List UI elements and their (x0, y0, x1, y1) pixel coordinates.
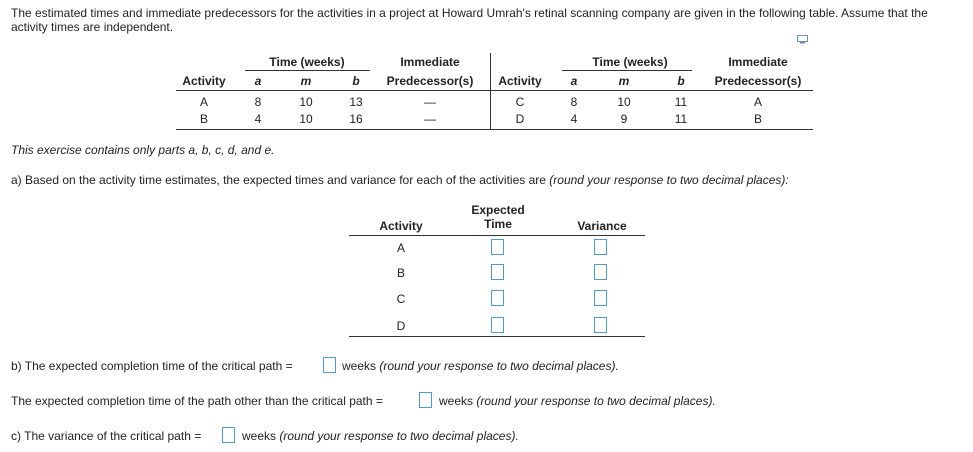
col-b-right: b (677, 74, 685, 88)
col-m-left: m (300, 74, 312, 88)
exercise-note: This exercise contains only parts a, b, c, d, and e. (11, 143, 275, 157)
table-row-cell: 11 (674, 95, 688, 109)
other-path-time-input[interactable] (419, 392, 432, 408)
expected-time-input-b[interactable] (491, 264, 504, 280)
table-row-cell: 16 (349, 112, 363, 126)
col-a-right: a (570, 74, 578, 88)
table-row-cell: 10 (299, 112, 313, 126)
answer-row-activity: A (396, 241, 405, 255)
answer-row-activity: B (396, 266, 405, 280)
answer-col-variance: Variance (577, 219, 627, 233)
part-b-line2 (11, 394, 383, 408)
immediate-header-left: Immediate (400, 55, 460, 69)
table-row-cell: 10 (299, 95, 313, 109)
variance-input-b[interactable] (594, 264, 607, 280)
table-row-cell: A (753, 95, 762, 109)
table-row-cell: 10 (617, 95, 631, 109)
part-c-prefix: c) The variance of the critical path = (11, 429, 202, 443)
part-a-rounding: (round your response to two decimal places): (549, 173, 789, 187)
table-row-cell: 9 (620, 112, 628, 126)
expected-time-input-c[interactable] (491, 290, 504, 306)
col-m-right: m (618, 74, 630, 88)
immediate-header-right: Immediate (728, 55, 788, 69)
part-b-line1-suffix: weeks (round your response to two decimal places). (342, 359, 619, 373)
copy-table-icon[interactable] (797, 35, 808, 44)
time-weeks-header-right: Time (weeks) (592, 55, 668, 69)
table-row-cell: — (424, 112, 436, 126)
table-row-cell: 8 (254, 95, 262, 109)
table-row-cell: C (515, 95, 525, 109)
problem-intro: The estimated times and immediate predecessors for the activities in a project at Howard Umrah's retinal scanning company are given in the following table. Assume that the activity times are independent. (11, 6, 928, 34)
part-b-line2-prefix: The expected completion time of the path other than the critical path = (11, 394, 383, 408)
part-a-prefix: a) Based on the activity time estimates, the expected times and variance for each of the activities are (11, 173, 550, 187)
table-row-cell: 13 (349, 95, 363, 109)
answer-col-expected-line1: Expected (471, 203, 525, 217)
table-row-cell: 4 (570, 112, 578, 126)
part-c-question (11, 429, 201, 443)
time-weeks-header-left: Time (weeks) (269, 55, 345, 69)
part-a-question (11, 173, 789, 187)
critical-path-variance-input[interactable] (222, 427, 235, 443)
part-b-line1 (11, 359, 293, 373)
table-row-cell: B (199, 112, 208, 126)
col-pred-left: Predecessor(s) (386, 74, 474, 88)
table-row-cell: A (199, 95, 208, 109)
answer-col-expected-line2: Time (484, 217, 512, 231)
variance-input-a[interactable] (594, 239, 607, 255)
col-b-left: b (352, 74, 360, 88)
col-a-left: a (254, 74, 262, 88)
col-pred-right: Predecessor(s) (714, 74, 802, 88)
variance-input-d[interactable] (594, 317, 607, 333)
part-b-line2-suffix: weeks (round your response to two decimal places). (439, 394, 716, 408)
table-row-cell: B (753, 112, 762, 126)
table-row-cell: 4 (254, 112, 262, 126)
answer-col-activity: Activity (379, 219, 423, 233)
expected-time-input-d[interactable] (491, 317, 504, 333)
table-row-cell: 8 (570, 95, 578, 109)
expected-time-input-a[interactable] (491, 239, 504, 255)
col-activity-right: Activity (498, 74, 542, 88)
answer-row-activity: C (396, 292, 406, 306)
col-activity-left: Activity (182, 74, 226, 88)
part-c-suffix: weeks (round your response to two decimal places). (242, 429, 519, 443)
table-row-cell: 11 (674, 112, 688, 126)
table-row-cell: D (515, 112, 525, 126)
part-b-line1-prefix: b) The expected completion time of the critical path = (11, 359, 293, 373)
variance-input-c[interactable] (594, 290, 607, 306)
table-row-cell: — (424, 95, 436, 109)
critical-path-time-input[interactable] (323, 357, 336, 373)
answer-row-activity: D (396, 319, 406, 333)
